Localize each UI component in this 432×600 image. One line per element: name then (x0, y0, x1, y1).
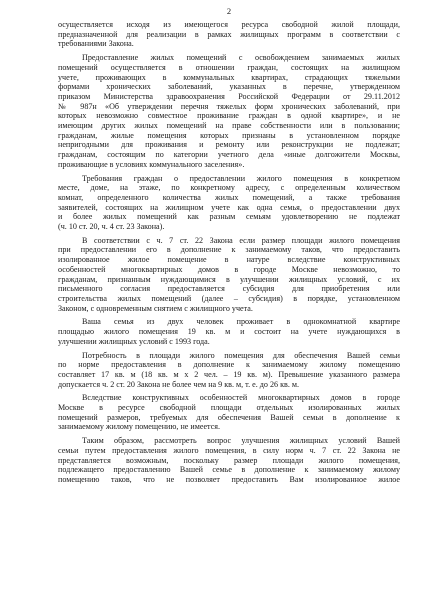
paragraph (58, 393, 400, 432)
text-line: месте, доме, на этаже, по конкретному адресу, с определенным количеством (58, 183, 400, 193)
text-line: (ч. 10 ст. 20, ч. 4 ст. 23 Закона). (58, 222, 165, 232)
text-line: В соответствии с ч. 7 ст. 22 Закона если размер площади жилого помещения (82, 235, 400, 245)
text-line: по норме предоставления в дополнение к занимаемому жилому помещению (58, 360, 400, 370)
paragraph (58, 351, 400, 390)
text-line: улучшении жилищных условий с 1993 года. (58, 336, 210, 346)
page-number: 2 (226, 6, 232, 16)
text-line: требованиями Закона. (58, 39, 134, 49)
text-line: Москве в ресурсе свободной площади отдельных изолированных жилых (58, 403, 400, 413)
text-line: гражданам, состоящим по категории учетного дела «иные долгожители Москвы, (58, 150, 400, 160)
text-line: и более жилых помещений как разным семьям удовлетворению не подлежат (58, 212, 400, 222)
text-line: имеющим других жилых помещений на праве собственности или в пользовании; (58, 121, 400, 131)
text-line: осуществляется исходя из имеющегося ресурса свободной жилой площади, (58, 20, 400, 29)
text-line: Потребность в площади жилого помещения для обеспечения Вашей семьи (82, 350, 400, 360)
text-line: гражданам, признанным нуждающимися в улучшении жилищных условий, с их (58, 274, 400, 284)
text-line: формами хронических заболеваний, указанных в перечне, утвержденном (58, 82, 400, 92)
document-body (58, 20, 400, 485)
text-line: занимаемому жилому помещению, не имеется. (58, 422, 221, 432)
text-line: допускается ч. 2 ст. 20 Закона не более чем на 9 кв. м, т. е. до 26 кв. м. (58, 379, 300, 389)
text-line: помещений осуществляется в отношении граждан, состоящих на жилищном (58, 62, 400, 72)
text-line: Предоставление жилых помещений с освобождением занимаемых жилых (82, 53, 400, 63)
text-line: Ваша семья из двух человек проживает в однокомнатной квартире (82, 317, 400, 327)
text-line: заявителей, состоящих на жилищном учете как одна семья, о предоставлении двух (58, 202, 400, 212)
text-line: проживающие в условиях коммунального заселения». (58, 159, 245, 169)
text-line: помещений размеров, требуемых для обеспечения Вашей семьи в дополнение к (58, 412, 400, 422)
text-line: Законом, с одновременным снятием с жилищного учета. (58, 303, 253, 313)
paragraph (58, 436, 400, 485)
text-line: которых невозможно совместное проживание граждан в одной квартире», и не (58, 111, 400, 121)
text-line: строительства жилых помещений (далее – субсидия) в порядке, установленном (58, 293, 400, 303)
text-line: составляет 17 кв. м (18 кв. м х 2 чел. – 19 кв. м). Превышение указанного размера (58, 369, 400, 379)
text-line: семьи путем предоставления жилого помещения, в силу норм ч. 7 ст. 22 Закона не (58, 445, 400, 455)
text-line: площадью жилого помещения 19 кв. м и состоит на учете нуждающихся в (58, 327, 400, 337)
paragraph (58, 174, 400, 232)
text-line: помещению таков, что не позволяет предоставить Вам изолированное жилое (58, 474, 400, 484)
text-line: гражданам, жилые помещения которых признаны в установленном порядке (58, 130, 400, 140)
text-line: изолированное жилое помещение в натуре вследствие конструктивных (58, 255, 400, 265)
text-line: Вследствие конструктивных особенностей многоквартирных домов в городе (82, 393, 400, 403)
text-line: Таким образом, рассмотреть вопрос улучшения жилищных условий Вашей (82, 436, 400, 446)
text-line: Требования граждан о предоставлении жилого помещения в конкретном (82, 173, 400, 183)
text-line: при предоставлении его в дополнение к занимаемому таков, что предоставить (58, 245, 400, 255)
text-line: № 987н «Об утверждении перечня тяжелых форм хронических заболеваний, при (58, 101, 400, 111)
text-line: комнат, определенного количества жилых помещений, а также требования (58, 192, 400, 202)
text-line: представляется возможным, поскольку размер площади жилого помещения, (58, 455, 400, 465)
text-line: предназначенной для реализации в рамках жилищных программ в соответствии с (58, 29, 400, 39)
paragraph (58, 20, 400, 49)
text-line: непригодными для проживания и ремонту или реконструкции не подлежат; (58, 140, 400, 150)
text-line: учете, проживающих в коммунальных квартирах, страдающих тяжелыми (58, 72, 400, 82)
text-line: особенностей многоквартирных домов в городе Москве невозможно, то (58, 264, 400, 274)
text-line: письменного согласия предоставляется субсидия для приобретения или (58, 284, 400, 294)
paragraph (58, 236, 400, 314)
paragraph (58, 317, 400, 346)
text-line: подлежащего предоставлению Вашей семье в дополнение к занимаемому жилому (58, 465, 400, 475)
paragraph (58, 53, 400, 169)
text-line: приказом Министерства здравоохранения Российской Федерации от 29.11.2012 (58, 91, 400, 101)
